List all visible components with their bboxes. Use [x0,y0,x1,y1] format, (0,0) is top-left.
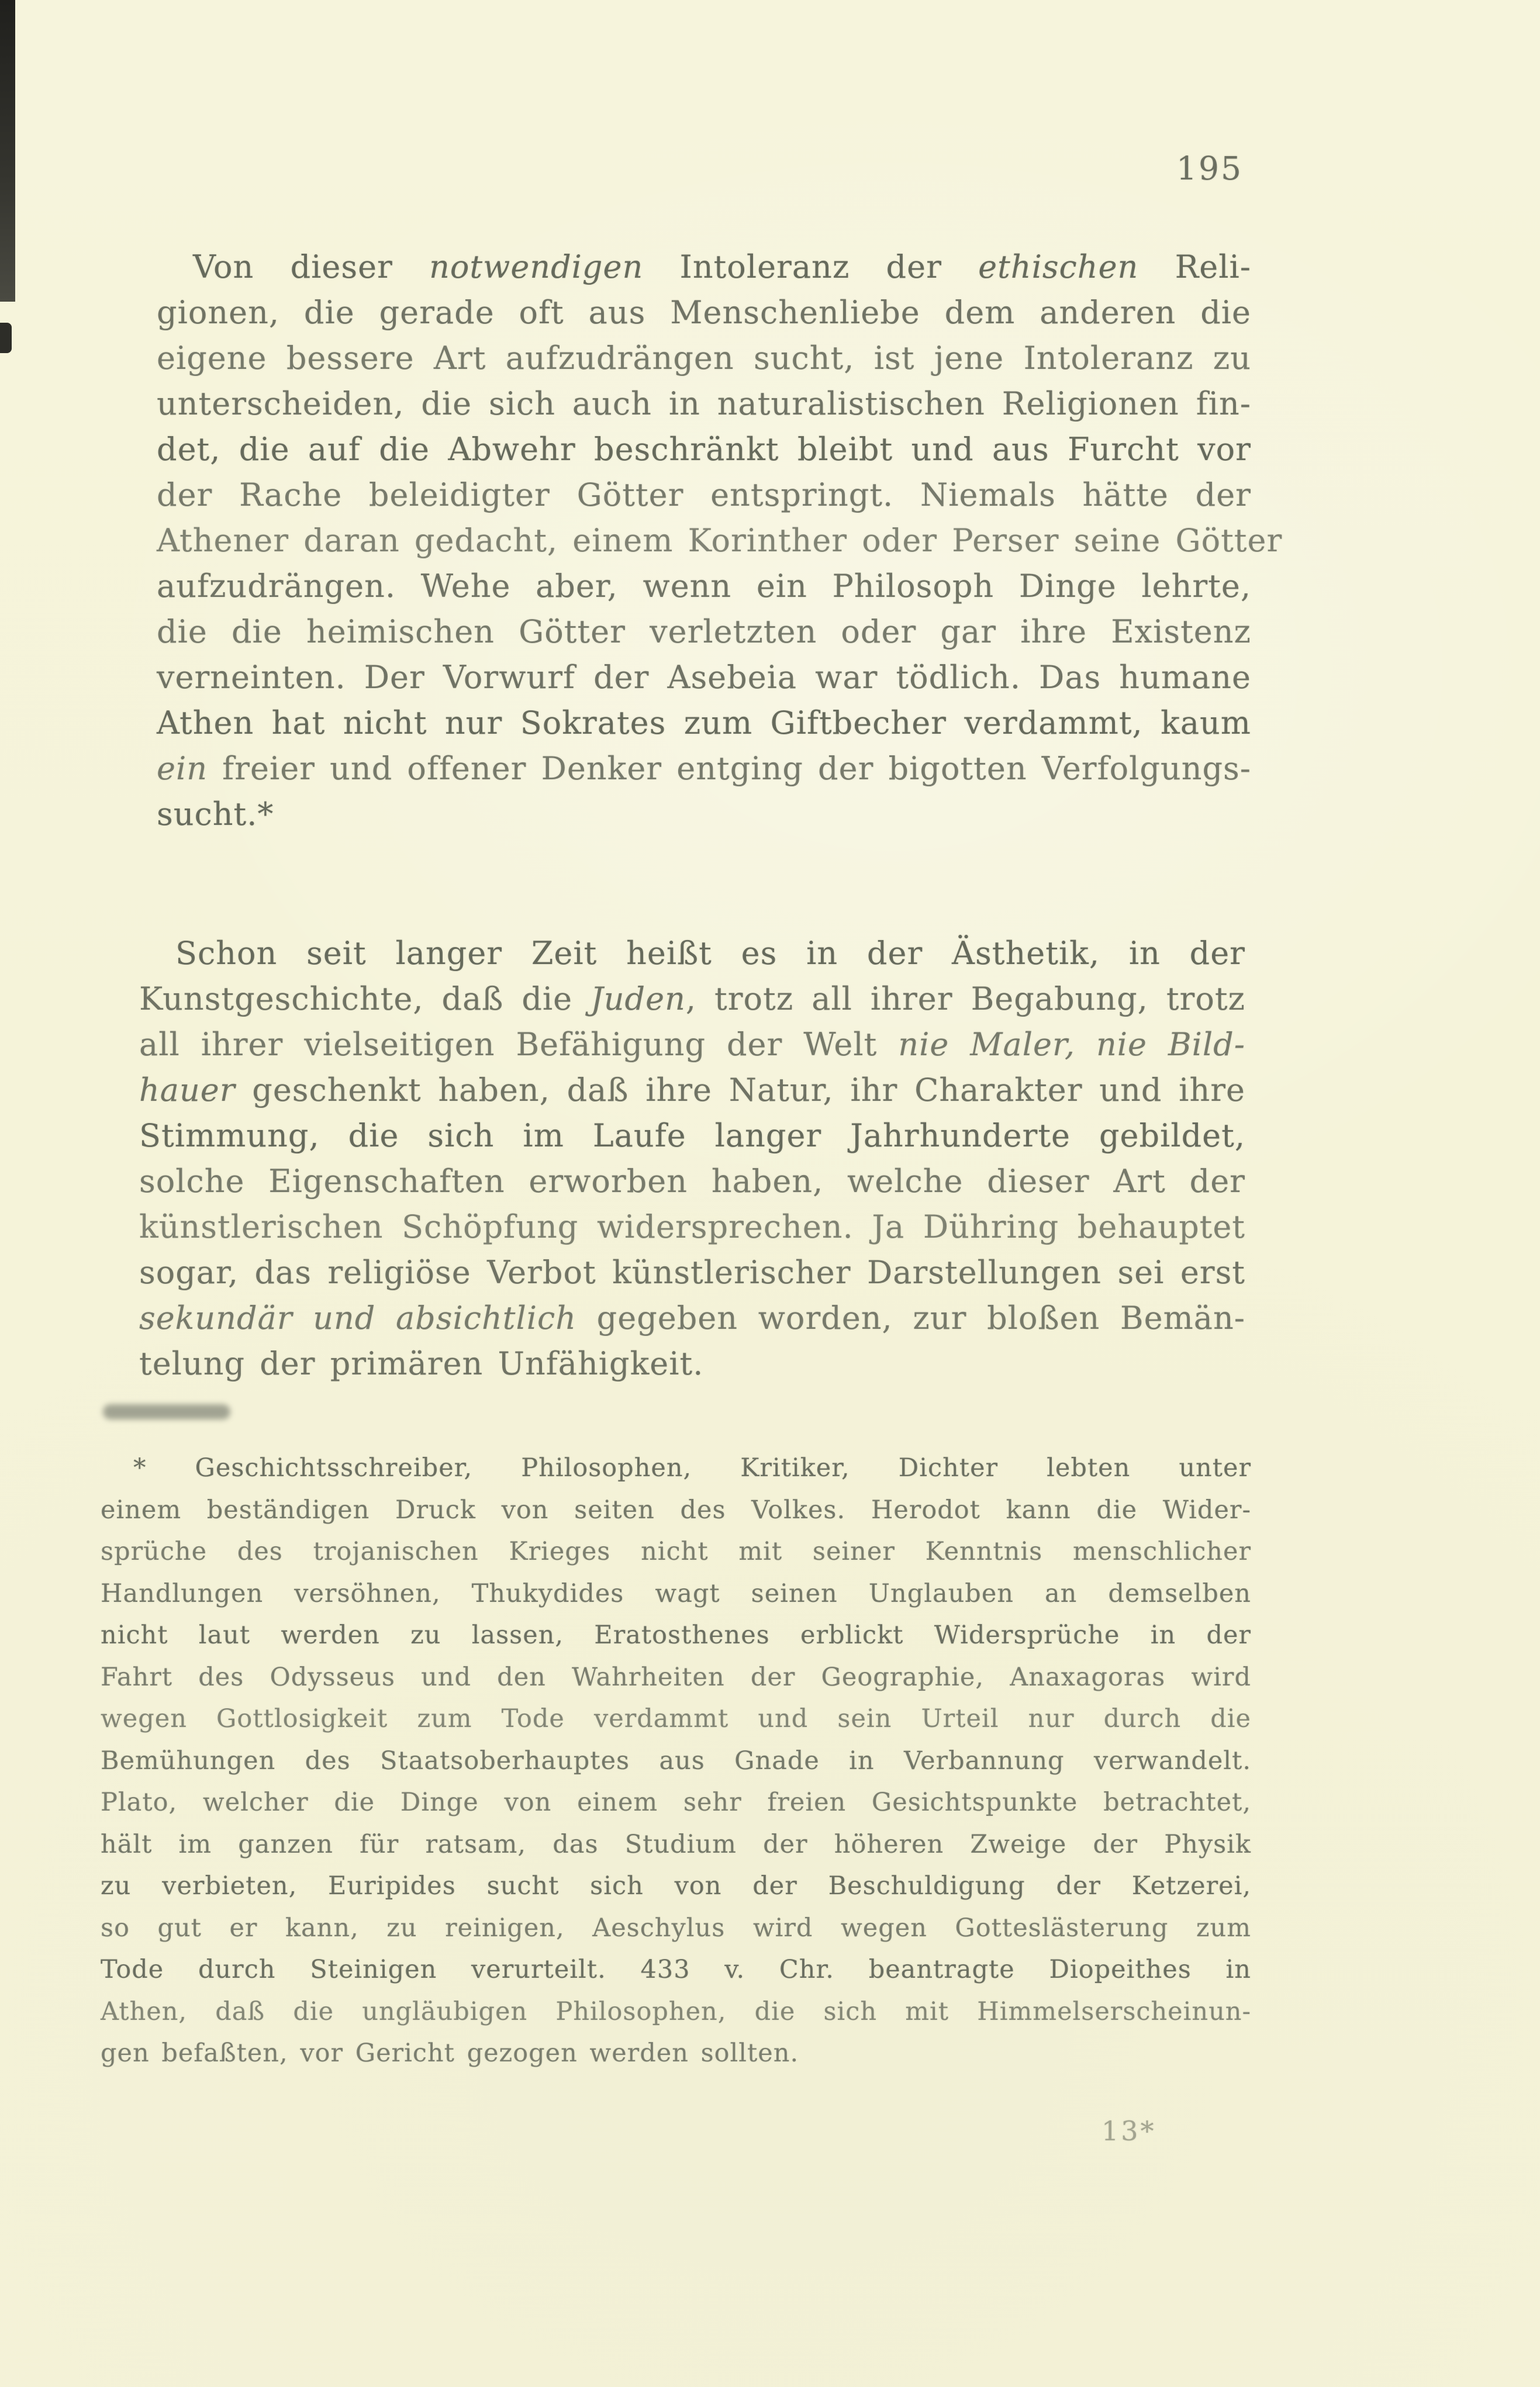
text-line: Bemühungen des Staatsoberhauptes aus Gnade in Verbannung verwandelt. [101,1746,1251,1775]
text-line: telung der primären Unfähigkeit. [139,1345,704,1382]
sheet-signature: 13* [1102,2115,1156,2147]
text-line: all ihrer vielseitigen Befähigung der Welt nie Maler, nie Bild- [139,1026,1245,1063]
text-line: verneinten. Der Vorwurf der Asebeia war tödlich. Das humane [157,659,1251,696]
text-line: die die heimischen Götter verletzten oder gar ihre Existenz [157,613,1251,650]
text-line: unterscheiden, die sich auch in naturalistischen Religionen fin- [157,385,1251,422]
text-line: Athen, daß die ungläubigen Philosophen, die sich mit Himmelserscheinun- [101,1996,1251,2026]
text-line: Athen hat nicht nur Sokrates zum Giftbecher verdammt, kaum [157,704,1251,741]
text-line: * Geschichtsschreiber, Philosophen, Kritiker, Dichter lebten unter [133,1453,1251,1483]
paragraph-aesthetics [139,931,1245,1387]
text-line: gionen, die gerade oft aus Menschenliebe dem anderen die [157,294,1251,331]
text-line: Kunstgeschichte, daß die Juden, trotz all ihrer Begabung, trotz [139,980,1245,1017]
text-line: Tode durch Steinigen verurteilt. 433 v. Chr. beantragte Diopeithes in [101,1955,1251,1984]
page-number: 195 [1176,150,1243,187]
text-line: einem beständigen Druck von seiten des Volkes. Herodot kann die Wider- [101,1495,1251,1525]
text-line: gen befaßten, vor Gericht gezogen werden sollten. [101,2039,799,2068]
text-line: zu verbieten, Euripides sucht sich von der Beschuldigung der Ketzerei, [101,1871,1251,1901]
paragraph-intolerance [157,244,1283,837]
text-line: det, die auf die Abwehr beschränkt bleibt und aus Furcht vor [157,431,1251,468]
text-line: hält im ganzen für ratsam, das Studium der höheren Zweige der Physik [101,1829,1251,1859]
footnote [101,1448,1251,2075]
ink-smudge-artifact [103,1404,230,1419]
text-line: Stimmung, die sich im Laufe langer Jahrhunderte gebildet, [139,1117,1245,1154]
text-line: hauer geschenkt haben, daß ihre Natur, ihr Charakter und ihre [139,1072,1245,1108]
text-line: aufzudrängen. Wehe aber, wenn ein Philosoph Dinge lehrte, [157,568,1251,604]
text-line: sekundär und absichtlich gegeben worden, zur bloßen Bemän- [139,1300,1245,1336]
text-line: künstlerischen Schöpfung widersprechen. Ja Dühring behauptet [139,1208,1245,1245]
text-line: so gut er kann, zu reinigen, Aeschylus wird wegen Gotteslästerung zum [101,1913,1251,1943]
text-line: nicht laut werden zu lassen, Eratosthenes erblickt Widersprüche in der [101,1621,1251,1650]
text-line: Von dieser notwendigen Intoleranz der ethischen Reli- [193,248,1251,285]
text-line: eigene bessere Art aufzudrängen sucht, ist jene Intoleranz zu [157,340,1251,376]
text-line: Handlungen versöhnen, Thukydides wagt seinen Unglauben an demselben [101,1578,1251,1608]
text-line: solche Eigenschaften erworben haben, welche dieser Art der [139,1163,1245,1200]
scan-edge-blob-artifact [0,323,12,353]
text-line: Athener daran gedacht, einem Korinther oder Perser seine Götter [157,522,1283,559]
text-line: Plato, welcher die Dinge von einem sehr freien Gesichtspunkte betrachtet, [101,1788,1251,1817]
text-line: der Rache beleidigter Götter entspringt. Niemals hätte der [157,476,1251,513]
text-line: sogar, das religiöse Verbot künstlerischer Darstellungen sei erst [139,1254,1245,1291]
text-line: sprüche des trojanischen Krieges nicht mit seiner Kenntnis menschlicher [101,1537,1251,1566]
scan-edge-artifact [0,0,15,302]
text-line: sucht.* [157,796,274,832]
text-line: Schon seit langer Zeit heißt es in der Ästhetik, in der [175,935,1245,972]
text-line: wegen Gottlosigkeit zum Tode verdammt und sein Urteil nur durch die [101,1704,1251,1733]
text-line: Fahrt des Odysseus und den Wahrheiten der Geographie, Anaxagoras wird [101,1662,1251,1692]
text-line: ein freier und offener Denker entging der bigotten Verfolgungs- [157,750,1252,787]
